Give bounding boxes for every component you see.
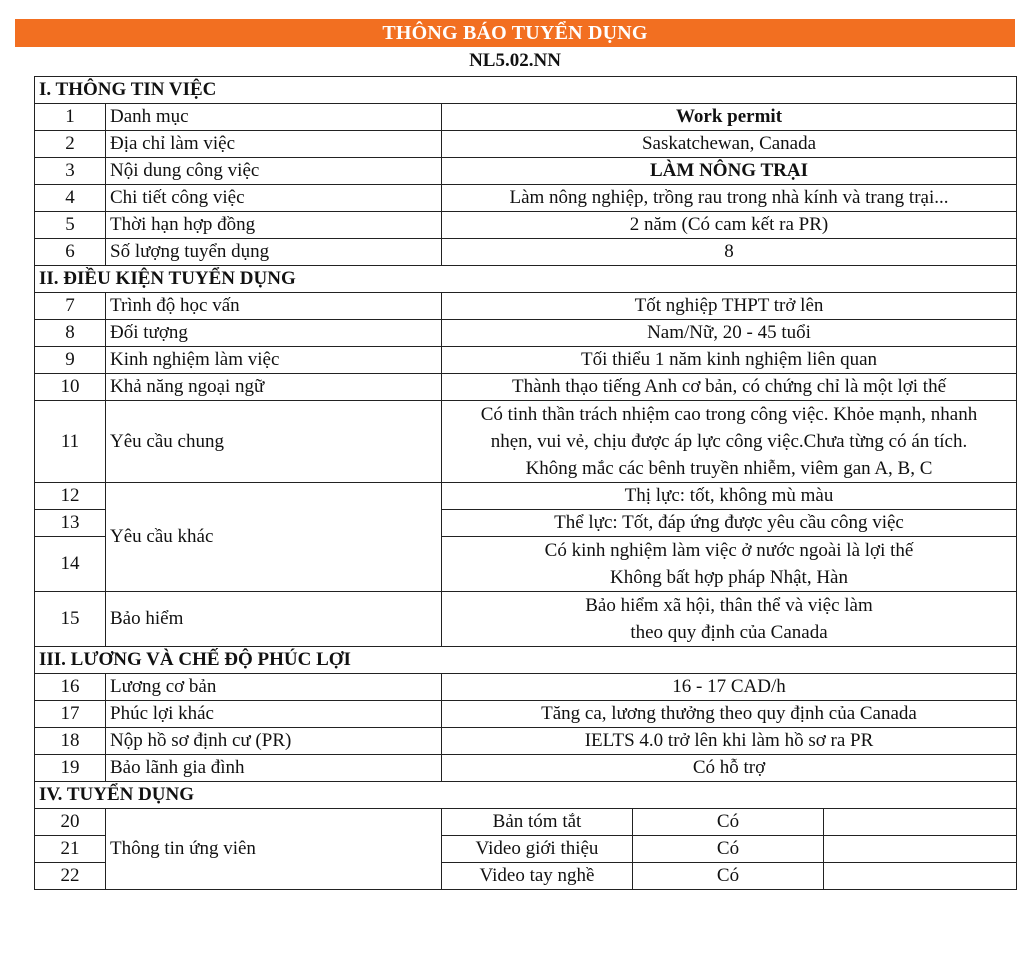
row-label: Đối tượng	[106, 320, 442, 347]
section-heading: II. ĐIỀU KIỆN TUYỂN DỤNG	[35, 266, 1017, 293]
table-row	[35, 131, 1017, 158]
value-line: Bảo hiểm xã hội, thân thể và việc làm	[585, 595, 873, 616]
row-number: 18	[35, 728, 106, 755]
section-row	[35, 647, 1017, 674]
table-row	[35, 401, 1017, 483]
row-number: 5	[35, 212, 106, 239]
table-row	[35, 104, 1017, 131]
row-number: 7	[35, 293, 106, 320]
value-line: Không mắc các bênh truyền nhiễm, viêm gan A, B, C	[525, 458, 933, 479]
row-value: 2 năm (Có cam kết ra PR)	[442, 212, 1017, 239]
table-row	[35, 239, 1017, 266]
row-value: Tốt nghiệp THPT trở lên	[442, 293, 1017, 320]
row-number: 12	[35, 483, 106, 510]
table-row	[35, 728, 1017, 755]
row-value: Thể lực: Tốt, đáp ứng được yêu cầu công việc	[442, 510, 1017, 537]
table-row	[35, 347, 1017, 374]
row-value: IELTS 4.0 trở lên khi làm hồ sơ ra PR	[442, 728, 1017, 755]
table-row	[35, 809, 1017, 836]
section-row	[35, 782, 1017, 809]
empty-cell	[824, 809, 1017, 836]
table-row	[35, 158, 1017, 185]
empty-cell	[824, 863, 1017, 890]
row-value: Nam/Nữ, 20 - 45 tuổi	[442, 320, 1017, 347]
title-banner: THÔNG BÁO TUYỂN DỤNG	[15, 19, 1015, 47]
row-label: Địa chỉ làm việc	[106, 131, 442, 158]
candidate-status: Có	[633, 836, 824, 863]
table-row	[35, 755, 1017, 782]
row-value: Có hỗ trợ	[442, 755, 1017, 782]
row-number: 16	[35, 674, 106, 701]
section-row	[35, 266, 1017, 293]
document-code: NL5.02.NN	[469, 50, 561, 71]
empty-cell	[824, 836, 1017, 863]
row-value: Saskatchewan, Canada	[442, 131, 1017, 158]
row-value	[442, 537, 1017, 592]
row-number: 21	[35, 836, 106, 863]
candidate-status: Có	[633, 863, 824, 890]
section-heading: III. LƯƠNG VÀ CHẾ ĐỘ PHÚC LỢI	[35, 647, 1017, 674]
row-label: Khả năng ngoại ngữ	[106, 374, 442, 401]
row-label: Bảo hiểm	[106, 592, 442, 647]
row-label: Danh mục	[106, 104, 442, 131]
row-label: Số lượng tuyển dụng	[106, 239, 442, 266]
table-row	[35, 212, 1017, 239]
row-value: 16 - 17 CAD/h	[442, 674, 1017, 701]
row-number: 20	[35, 809, 106, 836]
candidate-item: Video giới thiệu	[442, 836, 633, 863]
candidate-item: Video tay nghề	[442, 863, 633, 890]
value-line: Không bất hợp pháp Nhật, Hàn	[609, 567, 848, 588]
row-value: Work permit	[442, 104, 1017, 131]
row-number: 3	[35, 158, 106, 185]
row-value	[442, 401, 1017, 483]
table-row	[35, 701, 1017, 728]
row-label: Nội dung công việc	[106, 158, 442, 185]
value-line: theo quy định của Canada	[630, 622, 828, 643]
table-row	[35, 592, 1017, 647]
table-row	[35, 483, 1017, 510]
candidate-status: Có	[633, 809, 824, 836]
row-label: Kinh nghiệm làm việc	[106, 347, 442, 374]
row-label: Trình độ học vấn	[106, 293, 442, 320]
row-number: 9	[35, 347, 106, 374]
row-value: LÀM NÔNG TRẠI	[442, 158, 1017, 185]
row-label: Lương cơ bản	[106, 674, 442, 701]
section-heading: I. THÔNG TIN VIỆC	[35, 77, 1017, 104]
table-row	[35, 185, 1017, 212]
row-label: Nộp hồ sơ định cư (PR)	[106, 728, 442, 755]
row-number: 19	[35, 755, 106, 782]
row-label: Yêu cầu khác	[106, 483, 442, 592]
value-line: Có kinh nghiệm làm việc ở nước ngoài là lợi thế	[544, 540, 914, 561]
row-value: Làm nông nghiệp, trồng rau trong nhà kính và trang trại...	[442, 185, 1017, 212]
row-label: Thông tin ứng viên	[106, 809, 442, 890]
row-label: Bảo lãnh gia đình	[106, 755, 442, 782]
row-label: Yêu cầu chung	[106, 401, 442, 483]
table-row	[35, 374, 1017, 401]
row-number: 14	[35, 537, 106, 592]
row-number: 6	[35, 239, 106, 266]
row-number: 8	[35, 320, 106, 347]
row-value: Thành thạo tiếng Anh cơ bản, có chứng chỉ là một lợi thế	[442, 374, 1017, 401]
row-value: 8	[442, 239, 1017, 266]
value-line: Có tinh thần trách nhiệm cao trong công việc. Khỏe mạnh, nhanh	[480, 404, 978, 425]
row-label: Thời hạn hợp đồng	[106, 212, 442, 239]
row-value: Thị lực: tốt, không mù màu	[442, 483, 1017, 510]
row-number: 2	[35, 131, 106, 158]
value-line: nhẹn, vui vẻ, chịu được áp lực công việc.Chưa từng có án tích.	[490, 431, 968, 452]
row-label: Chi tiết công việc	[106, 185, 442, 212]
table-row	[35, 293, 1017, 320]
row-number: 10	[35, 374, 106, 401]
table-row	[35, 674, 1017, 701]
row-number: 22	[35, 863, 106, 890]
row-value: Tăng ca, lương thưởng theo quy định của Canada	[442, 701, 1017, 728]
row-number: 13	[35, 510, 106, 537]
row-number: 1	[35, 104, 106, 131]
row-number: 15	[35, 592, 106, 647]
section-heading: IV. TUYỂN DỤNG	[35, 782, 1017, 809]
job-table	[34, 76, 1017, 890]
section-row	[35, 77, 1017, 104]
row-number: 4	[35, 185, 106, 212]
table-row	[35, 320, 1017, 347]
candidate-item: Bản tóm tắt	[442, 809, 633, 836]
row-label: Phúc lợi khác	[106, 701, 442, 728]
row-value: Tối thiểu 1 năm kinh nghiệm liên quan	[442, 347, 1017, 374]
row-value	[442, 592, 1017, 647]
row-number: 17	[35, 701, 106, 728]
row-number: 11	[35, 401, 106, 483]
